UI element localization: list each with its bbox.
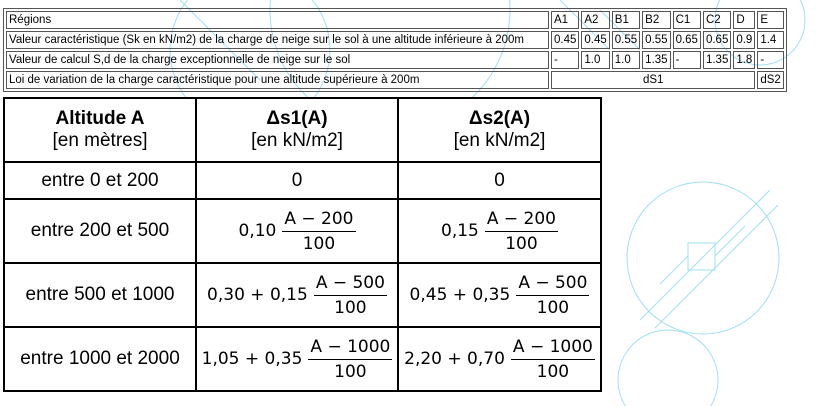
fraction — [314, 273, 387, 318]
fraction — [308, 337, 392, 382]
table-row — [4, 199, 601, 263]
sd-value: - — [757, 51, 783, 69]
fraction — [516, 273, 589, 318]
ds1-formula — [196, 263, 398, 327]
fraction — [485, 209, 558, 254]
sk-value: 0.55 — [642, 31, 670, 49]
fraction-numerator: A − 200 — [485, 209, 558, 232]
header-regions-label: Régions — [6, 11, 549, 29]
header-altitude-title: Altitude A — [55, 108, 145, 129]
altitude-variation-table — [3, 97, 602, 392]
fraction-denominator: 100 — [505, 233, 538, 254]
sd-value: 1.0 — [581, 51, 609, 69]
ds2-value: 0 — [398, 162, 601, 199]
ds2-formula — [398, 199, 601, 263]
header-ds1-title: Δs1(A) — [266, 108, 328, 129]
header-ds2-unit: [en kN/m2] — [453, 130, 546, 151]
table-row — [4, 263, 601, 327]
sd-value: 1.35 — [703, 51, 731, 69]
header-altitude — [4, 98, 196, 162]
snow-load-regions-table — [3, 8, 787, 92]
row-label-sk: Valeur caractéristique (Sk en kN/m2) de la charge de neige sur le sol à une altitude inférieure à 200m — [6, 31, 549, 49]
sd-value: 1.35 — [642, 51, 670, 69]
header-ds1-unit: [en kN/m2] — [251, 130, 343, 151]
variation-ds2-cell: dS2 — [757, 71, 783, 89]
sd-value: 1.8 — [733, 51, 755, 69]
formula-prefix: 0,15 — [441, 221, 479, 241]
region-header-e: E — [757, 11, 783, 29]
sk-value: 0.9 — [733, 31, 755, 49]
sk-value: 1.4 — [757, 31, 783, 49]
row-label-variation: Loi de variation de la charge caractéristique pour une altitude supérieure à 200m — [6, 71, 549, 89]
region-header-b2: B2 — [642, 11, 670, 29]
ds2-formula — [398, 327, 601, 391]
region-header-a1: A1 — [551, 11, 579, 29]
sk-value: 0.45 — [581, 31, 609, 49]
table-row — [4, 327, 601, 391]
sk-value: 0.55 — [612, 31, 640, 49]
fraction-numerator: A − 500 — [516, 273, 589, 296]
variation-ds1-cell: dS1 — [551, 71, 755, 89]
region-header-a2: A2 — [581, 11, 609, 29]
fraction — [511, 337, 595, 382]
fraction-denominator: 100 — [536, 297, 570, 318]
formula-prefix: 0,30 + 0,15 — [207, 285, 308, 305]
ds2-formula — [398, 263, 601, 327]
fraction-denominator: 100 — [334, 297, 367, 318]
formula-prefix: 0,45 + 0,35 — [409, 285, 511, 305]
header-ds2-title: Δs2(A) — [468, 108, 531, 129]
fraction-numerator: A − 1000 — [308, 337, 392, 360]
fraction-numerator: A − 200 — [282, 209, 355, 232]
table-row — [4, 162, 601, 199]
table-row — [6, 31, 784, 49]
altitude-range: entre 500 et 1000 — [4, 263, 196, 327]
altitude-range: entre 200 et 500 — [4, 199, 196, 263]
sd-value: - — [673, 51, 701, 69]
fraction-numerator: A − 1000 — [511, 337, 595, 360]
formula-prefix: 2,20 + 0,70 — [404, 349, 505, 369]
formula-prefix: 0,10 — [238, 221, 277, 241]
altitude-range: entre 1000 et 2000 — [4, 327, 196, 391]
fraction-denominator: 100 — [334, 361, 367, 382]
sk-value: 0.45 — [551, 31, 579, 49]
sk-value: 0.65 — [673, 31, 701, 49]
header-altitude-unit: [en mètres] — [52, 130, 148, 151]
ds1-formula — [196, 199, 398, 263]
region-header-c2: C2 — [703, 11, 731, 29]
fraction-denominator: 100 — [302, 233, 336, 254]
fraction-denominator: 100 — [536, 361, 570, 382]
ds1-value: 0 — [196, 162, 398, 199]
sd-value: 1.0 — [612, 51, 640, 69]
altitude-range: entre 0 et 200 — [4, 162, 196, 199]
header-ds2 — [398, 98, 601, 162]
table-header-row — [6, 11, 784, 29]
sk-value: 0.65 — [703, 31, 731, 49]
table-row — [6, 71, 784, 89]
fraction-numerator: A − 500 — [314, 273, 387, 296]
region-header-d: D — [733, 11, 755, 29]
row-label-sd: Valeur de calcul S,d de la charge exceptionnelle de neige sur le sol — [6, 51, 549, 69]
table-header-row — [4, 98, 601, 162]
ds1-formula — [196, 327, 398, 391]
formula-prefix: 1,05 + 0,35 — [201, 349, 303, 369]
fraction — [282, 209, 355, 254]
table-row — [6, 51, 784, 69]
header-ds1 — [196, 98, 398, 162]
region-header-c1: C1 — [673, 11, 701, 29]
region-header-b1: B1 — [612, 11, 640, 29]
sd-value: - — [551, 51, 579, 69]
